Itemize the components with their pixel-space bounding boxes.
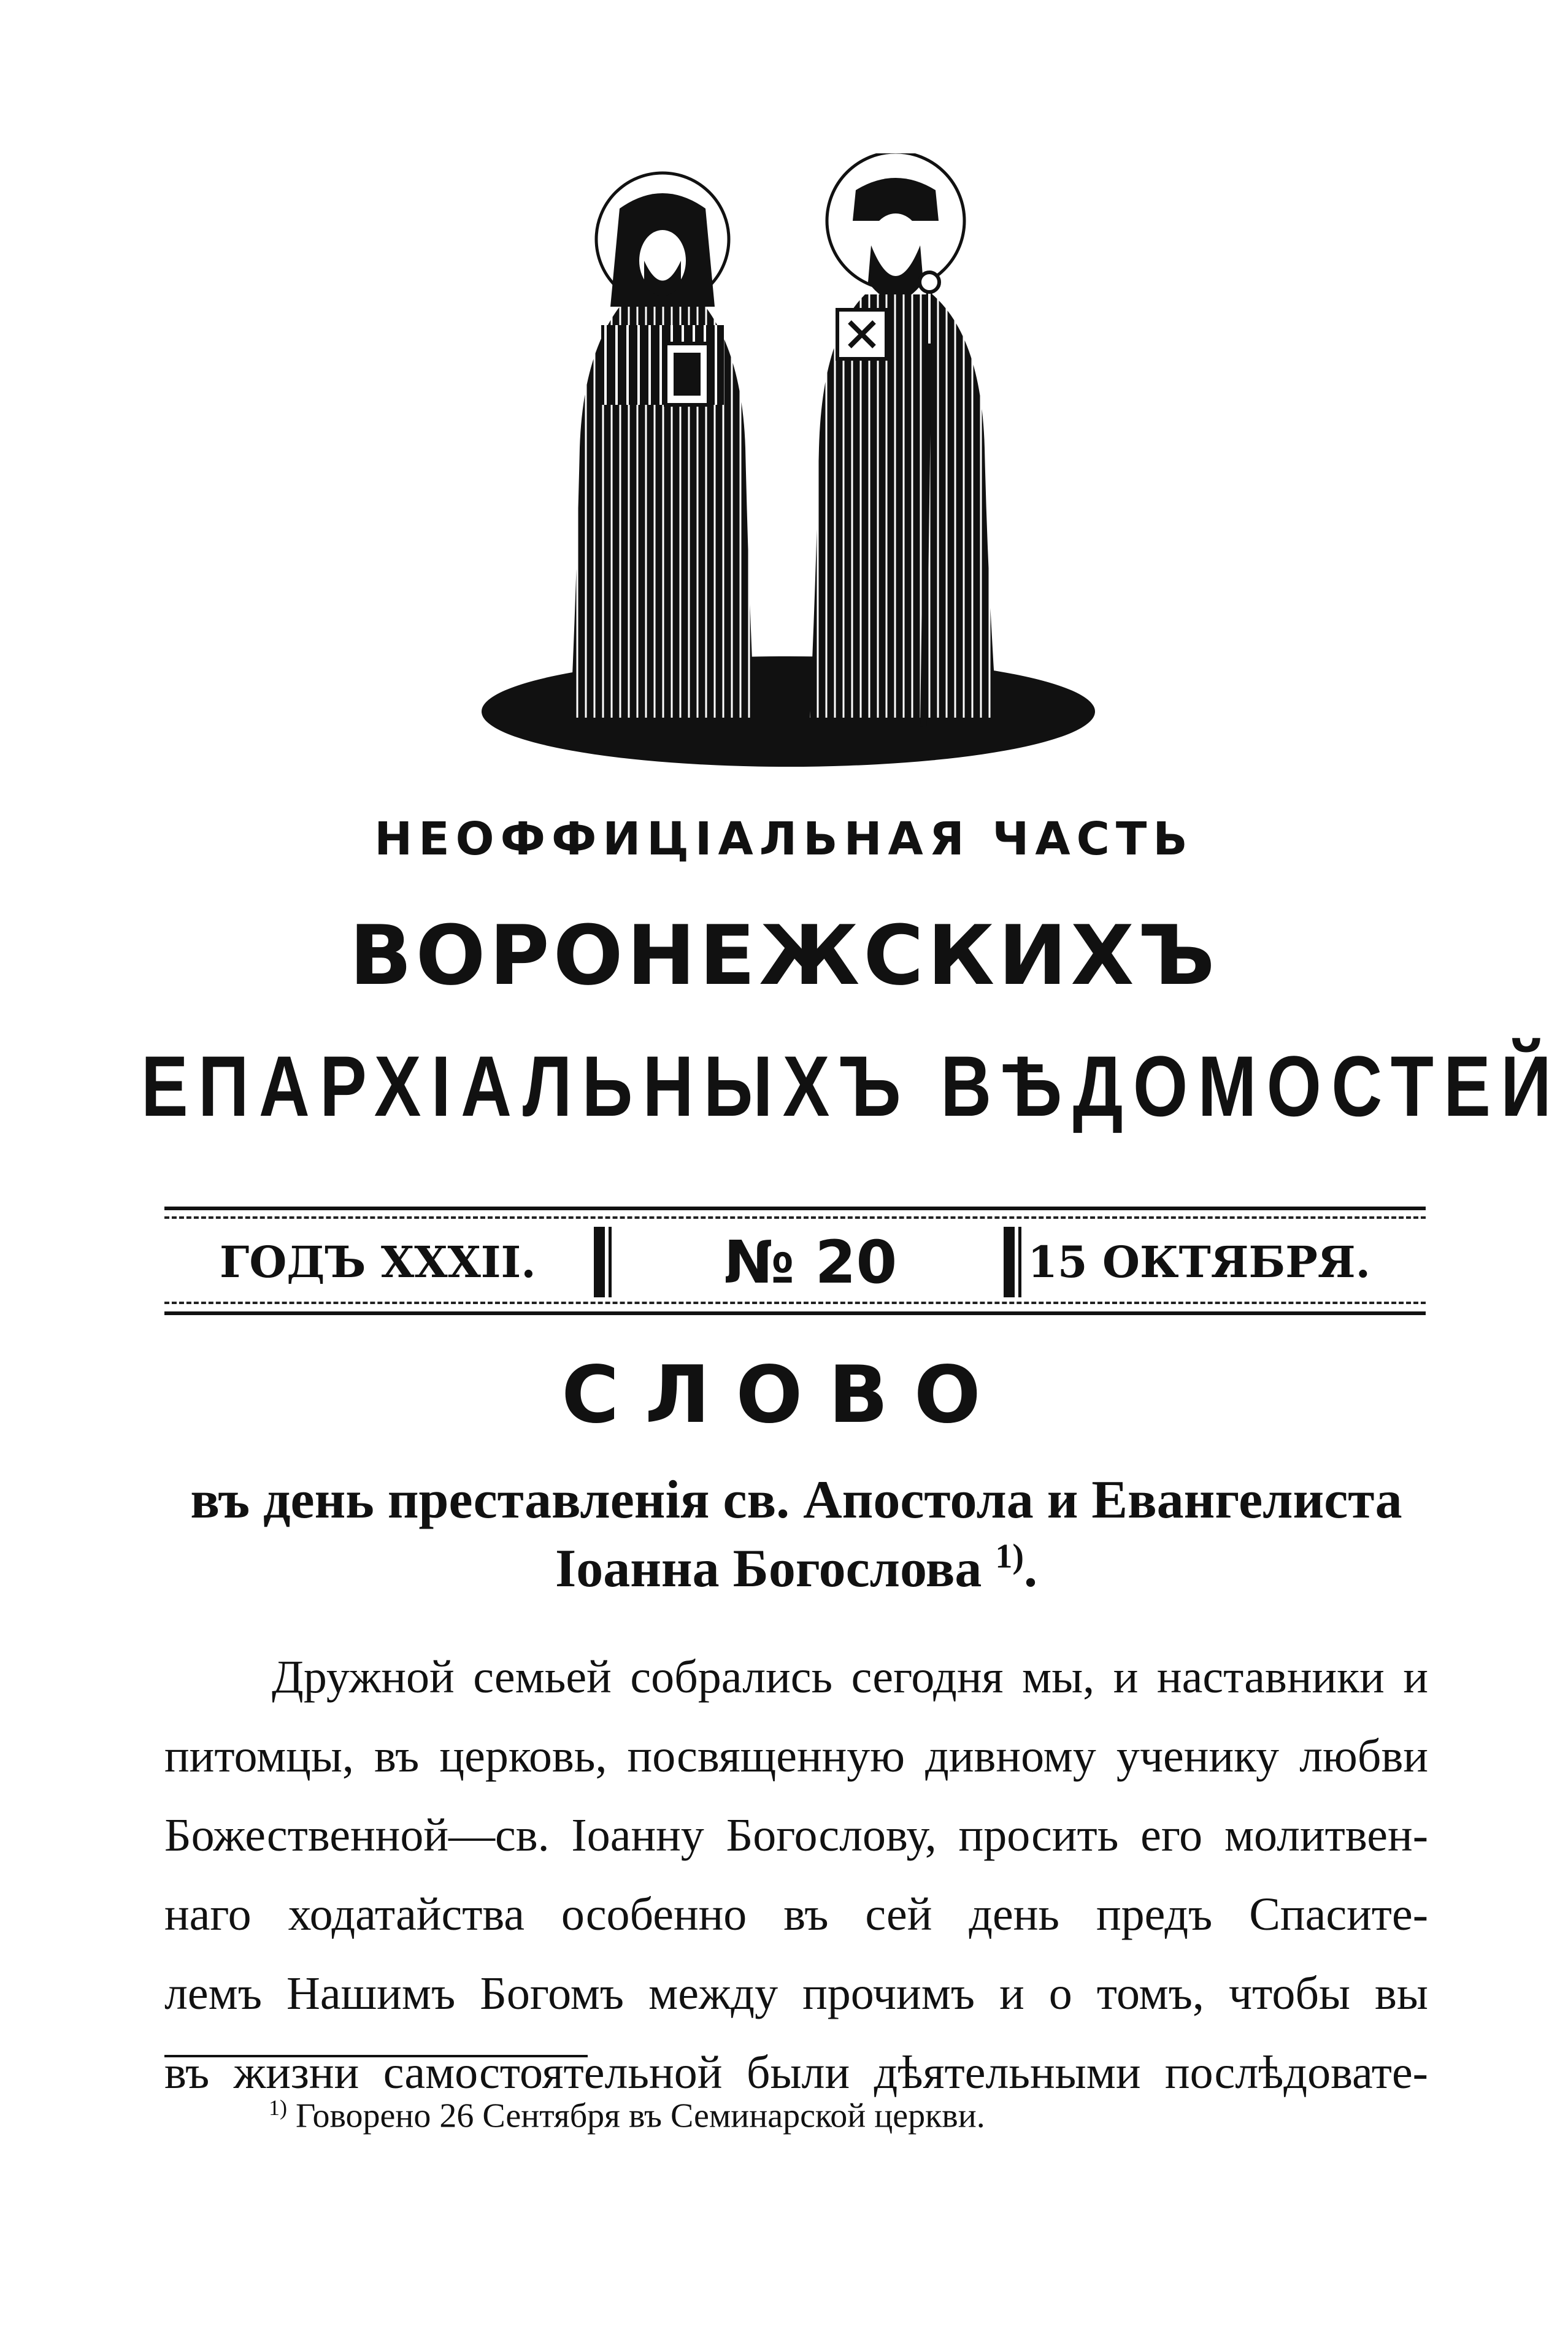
footnote bbox=[269, 2095, 985, 2136]
body-line: въ жизни самостоятельной были дѣятельными послѣдовате- bbox=[164, 2047, 1428, 2098]
band-bottom-ornamental-rule bbox=[164, 1302, 1426, 1304]
issue-date: 15 ОКТЯБРЯ. bbox=[1028, 1237, 1370, 1288]
footnote-separator bbox=[164, 2055, 588, 2057]
body-line: наго ходатайства особенно въ сей день предъ Спасите- bbox=[164, 1889, 1428, 1940]
body-line: Божественной—св. Іоанну Богослову, просить его молитвен- bbox=[164, 1810, 1428, 1861]
issue-year: ГОДЪ XXXII. bbox=[220, 1237, 536, 1288]
article-subtitle bbox=[164, 1466, 1428, 1603]
journal-title-line-1: ВОРОНЕЖСКИХЪ bbox=[349, 908, 1219, 1004]
body-line: Дружной семьей собрались сегодня мы, и наставники и bbox=[272, 1651, 1428, 1703]
journal-title-line-2: ЕПАРХІАЛЬНЫХЪ ВѢДОМОСТЕЙ bbox=[141, 1038, 1562, 1134]
article-title: СЛОВО bbox=[561, 1349, 1007, 1441]
footnote-reference: 1) bbox=[995, 1537, 1024, 1576]
band-bottom-rule bbox=[164, 1311, 1426, 1315]
section-heading: НЕОФФИЦІАЛЬНАЯ ЧАСТЬ bbox=[374, 813, 1194, 866]
footnote-mark: 1) bbox=[269, 2095, 287, 2120]
band-top-ornamental-rule bbox=[164, 1216, 1426, 1219]
article-subtitle-line-1: въ день преставленія св. Апостола и Евангелиста bbox=[190, 1470, 1402, 1530]
issue-number: № 20 bbox=[723, 1227, 897, 1297]
band-top-rule bbox=[164, 1207, 1426, 1210]
article-body bbox=[164, 1638, 1428, 2113]
body-line: лемъ Нашимъ Богомъ между прочимъ и о томъ, чтобы вы bbox=[164, 1968, 1428, 2019]
footnote-text: Говорено 26 Сентября въ Семинарской церкви. bbox=[287, 2097, 985, 2135]
body-line: питомцы, въ церковь, посвященную дивному ученику любви bbox=[164, 1730, 1428, 1782]
issue-info-band bbox=[164, 1224, 1426, 1300]
saints-engraving-illustration bbox=[478, 153, 1098, 773]
band-divider bbox=[1004, 1227, 1027, 1297]
article-subtitle-line-2: Іоанна Богослова bbox=[555, 1539, 982, 1599]
subtitle-period: . bbox=[1024, 1539, 1038, 1599]
band-divider bbox=[594, 1227, 617, 1297]
